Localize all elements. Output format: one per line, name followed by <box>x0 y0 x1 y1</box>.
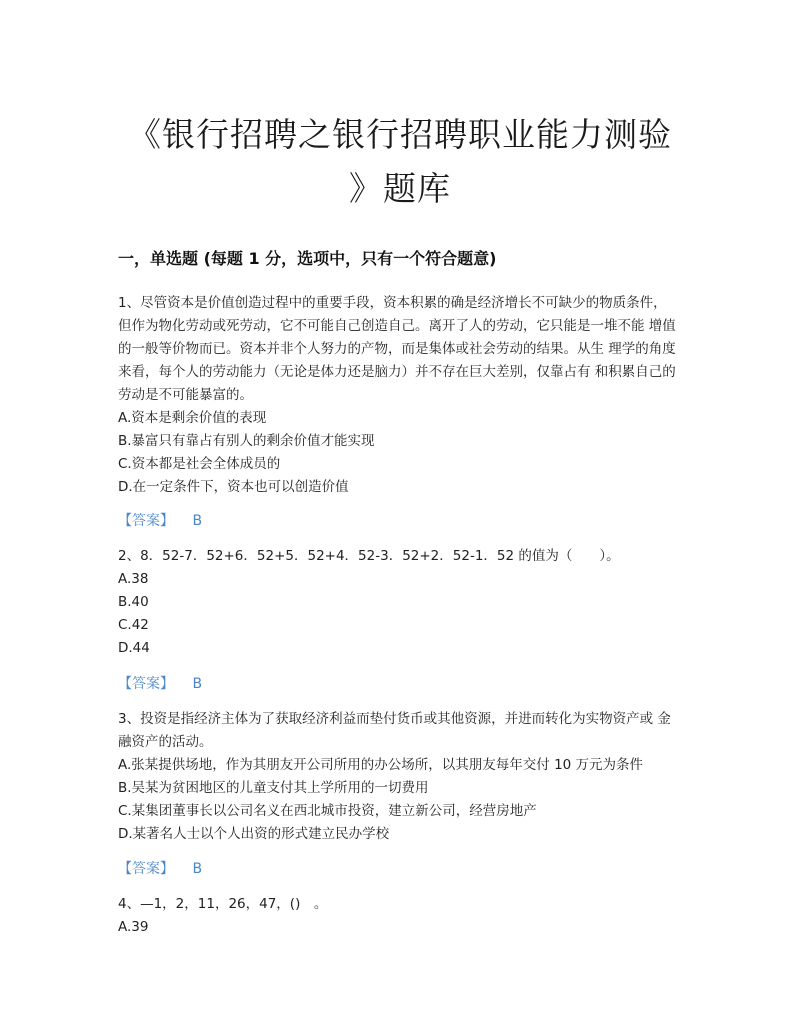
answer-label: 【答案】 <box>118 676 174 692</box>
option-b: B.暴富只有靠占有别人的剩余价值才能实现 <box>118 433 375 449</box>
option-c: C.资本都是社会全体成员的 <box>118 456 281 472</box>
question-stem: 3、投资是指经济主体为了获取经济利益而垫付货币或其他资源，并进而转化为实物资产或 金融资产的活动。 <box>118 711 671 750</box>
option-b: B.吴某为贫困地区的儿童支付其上学所用的一切费用 <box>118 780 429 796</box>
answer-label: 【答案】 <box>118 861 174 877</box>
question-4 <box>118 893 678 939</box>
option-c: C.42 <box>118 617 149 633</box>
option-a: A.38 <box>118 571 149 587</box>
question-1 <box>118 292 678 499</box>
question-stem: 1、尽管资本是价值创造过程中的重要手段，资本积累的确是经济增长不可缺少的物质条件， 但作为物化劳动或死劳动，它不可能自己创造自己。离开了人的劳动，它只能是一堆不能 增值的一般等价物而已。资本并非个人努力的产物，而是集体或社会劳动的结果。从生 理学的角度来看，每个人的劳动能力（无论是体力还是脑力）并不存在巨大差别，仅靠占有 和积累自己的劳动是不可能暴富的。 <box>118 295 676 403</box>
answer-row-3 <box>118 858 202 878</box>
question-stem: 4、—1，2，11，26，47，() 。 <box>118 896 328 912</box>
option-a: A.39 <box>118 919 149 935</box>
question-2 <box>118 545 678 660</box>
option-b: B.40 <box>118 594 149 610</box>
option-d: D.44 <box>118 640 150 656</box>
answer-row-1 <box>118 510 202 530</box>
answer-row-2 <box>118 673 202 693</box>
option-c: C.某集团董事长以公司名义在西北城市投资，建立新公司，经营房地产 <box>118 803 537 819</box>
option-a: A.张某提供场地，作为其朋友开公司所用的办公场所，以其朋友每年交付 10 万元为条件 <box>118 757 644 773</box>
option-d: D.在一定条件下，资本也可以创造价值 <box>118 479 349 495</box>
answer-value: B <box>192 861 203 877</box>
answer-value: B <box>192 513 203 529</box>
question-stem: 2、8．52-7．52+6．52+5．52+4．52-3．52+2．52-1．52 的值为（ ）。 <box>118 548 620 564</box>
title-line-2: 》题库 <box>349 169 451 208</box>
option-a: A.资本是剩余价值的表现 <box>118 410 267 426</box>
answer-label: 【答案】 <box>118 513 174 529</box>
option-d: D.某著名人士以个人出资的形式建立民办学校 <box>118 826 390 842</box>
page-title <box>110 108 690 216</box>
question-3 <box>118 708 678 846</box>
section-heading: 一，单选题 (每题 1 分，选项中，只有一个符合题意) <box>118 249 497 268</box>
answer-value: B <box>192 676 203 692</box>
title-line-1: 《银行招聘之银行招聘职业能力测验 <box>128 115 672 154</box>
